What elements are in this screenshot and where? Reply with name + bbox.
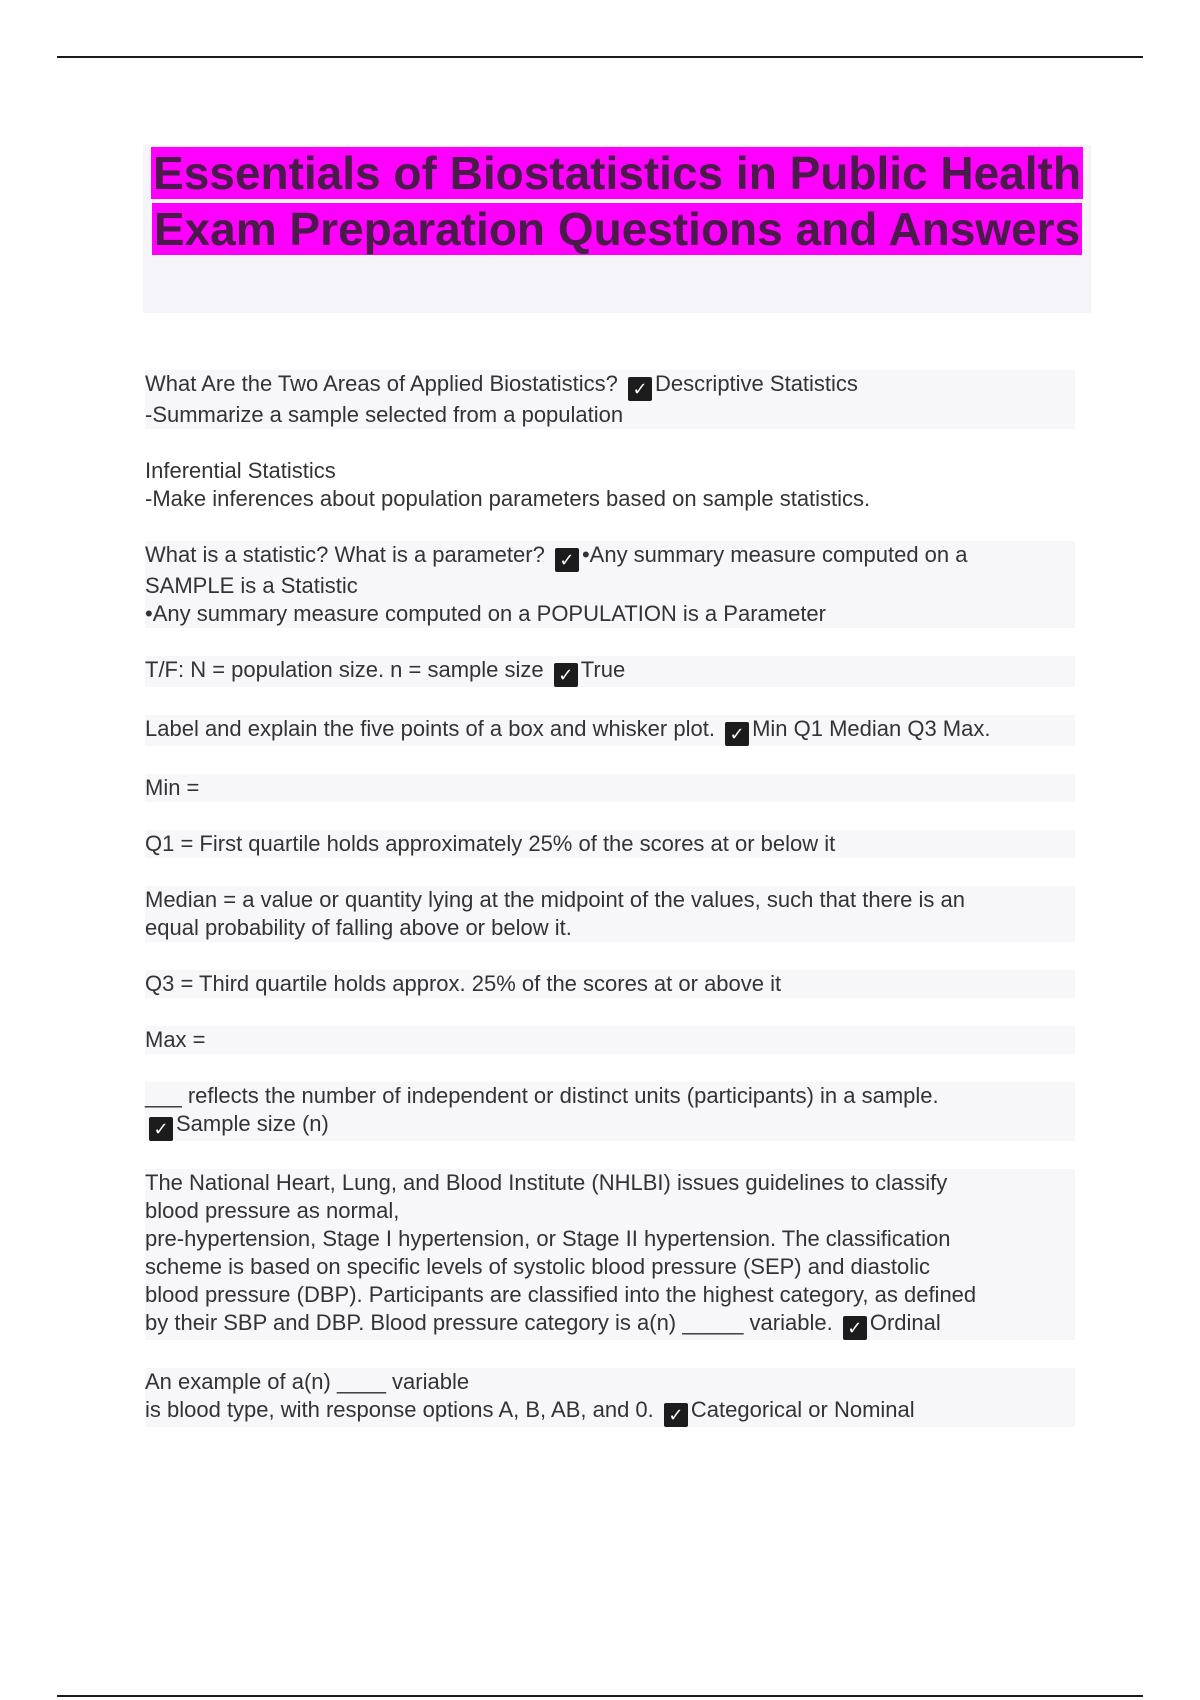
checkmark-icon: ✓ [555,548,579,572]
qa-block-6 [145,1169,1075,1340]
qa-block-5 [145,1082,1075,1141]
answer-text: Sample size (n) [176,1111,329,1136]
answer-detail: equal probability of falling above or below it. [145,915,572,940]
qa-block-1-cont [145,457,1075,513]
question-text: What Are the Two Areas of Applied Biostatistics? [145,371,618,396]
answer-detail: •Any summary measure computed on a POPULATION is a Parameter [145,601,826,626]
answer-detail: SAMPLE is a Statistic [145,573,358,598]
qa-block-3 [145,656,1075,687]
question-text: The National Heart, Lung, and Blood Institute (NHLBI) issues guidelines to classify [145,1170,948,1195]
answer-detail: Max = [145,1027,206,1052]
qa-5-answer-line [145,1110,1069,1141]
answer-text: Min Q1 Median Q3 Max. [752,716,991,741]
title-box [143,145,1091,313]
question-text: blood pressure as normal, [145,1198,400,1223]
question-text: ___ reflects the number of independent or distinct units (participants) in a sample. [145,1083,939,1108]
answer-text: •Any summary measure computed on a [581,542,968,567]
question-text: pre-hypertension, Stage I hypertension, or Stage II hypertension. The classification [145,1226,951,1251]
qa-block-4-q1 [145,830,1075,858]
qa-block-4-min [145,774,1075,802]
qa-1-line [145,370,1069,401]
answer-detail: Median = a value or quantity lying at the midpoint of the values, such that there is an [145,887,965,912]
qa-block-4-median [145,886,1075,942]
answer-detail: Inferential Statistics [145,458,336,483]
checkmark-icon: ✓ [554,663,578,687]
question-text: An example of a(n) ____ variable [145,1369,470,1394]
qa-2-line [145,541,1069,572]
qa-4-line [145,715,1069,746]
qa-block-1 [145,370,1075,429]
answer-detail: -Make inferences about population parameters based on sample statistics. [145,486,871,511]
answer-detail: Q3 = Third quartile holds approx. 25% of the scores at or above it [145,971,782,996]
qa-3-line [145,656,1069,687]
question-text: by their SBP and DBP. Blood pressure category is a(n) _____ variable. [145,1310,833,1335]
page-title [143,145,1091,257]
checkmark-icon: ✓ [843,1316,867,1340]
top-rule [57,56,1143,58]
answer-text: Categorical or Nominal [690,1397,915,1422]
bottom-rule [57,1695,1143,1697]
qa-block-4-max [145,1026,1075,1054]
qa-6-answer-line [145,1309,1069,1340]
qa-content [145,370,1075,1455]
checkmark-icon: ✓ [664,1403,688,1427]
question-text: What is a statistic? What is a parameter? [145,542,545,567]
qa-block-4 [145,715,1075,746]
qa-block-2 [145,541,1075,628]
title-highlight: Essentials of Biostatistics in Public Health Exam Preparation Questions and Answers [153,147,1081,255]
question-text: blood pressure (DBP). Participants are classified into the highest category, as defined [145,1282,977,1307]
answer-text: True [580,657,626,682]
answer-text: Descriptive Statistics [654,371,858,396]
question-text: Label and explain the five points of a box and whisker plot. [145,716,715,741]
qa-block-7 [145,1368,1075,1427]
answer-detail: Q1 = First quartile holds approximately 25% of the scores at or below it [145,831,836,856]
answer-detail: Min = [145,775,200,800]
answer-detail: -Summarize a sample selected from a population [145,402,624,427]
checkmark-icon: ✓ [725,722,749,746]
question-text: is blood type, with response options A, B, AB, and 0. [145,1397,654,1422]
qa-7-answer-line [145,1396,1069,1427]
answer-text: Ordinal [869,1310,941,1335]
question-text: scheme is based on specific levels of systolic blood pressure (SEP) and diastolic [145,1254,931,1279]
checkmark-icon: ✓ [149,1117,173,1141]
checkmark-icon: ✓ [628,377,652,401]
question-text: T/F: N = population size. n = sample size [145,657,544,682]
qa-block-4-q3 [145,970,1075,998]
